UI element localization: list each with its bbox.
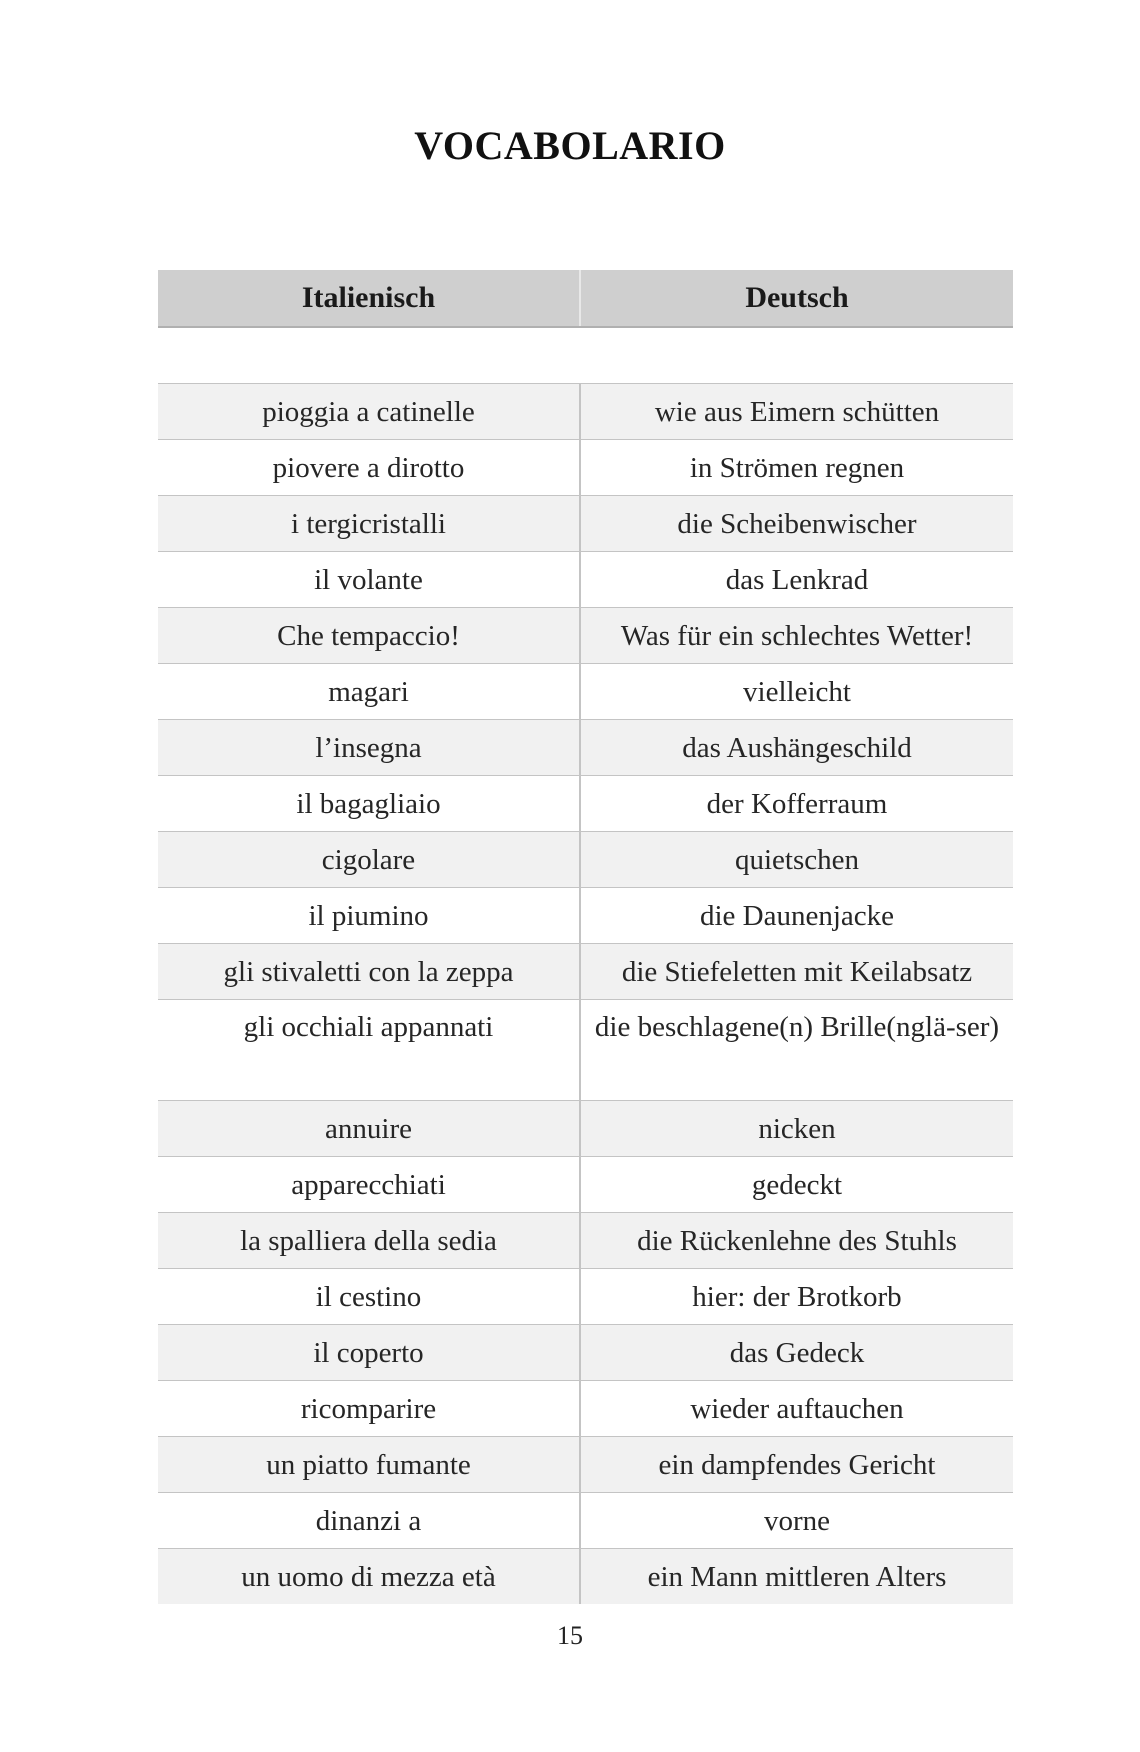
- table-row: [158, 1493, 1013, 1549]
- table-row: [158, 1269, 1013, 1325]
- german-term: gedeckt: [580, 1157, 1013, 1213]
- table-row: [158, 1325, 1013, 1381]
- italian-term: annuire: [158, 1101, 580, 1157]
- table-row: [158, 608, 1013, 664]
- table-spacer-row: [158, 327, 1013, 384]
- table-row: [158, 832, 1013, 888]
- table-row: [158, 1213, 1013, 1269]
- table-row: [158, 1437, 1013, 1493]
- table-row: [158, 1381, 1013, 1437]
- page-title: VOCABOLARIO: [414, 123, 726, 168]
- vocabulary-table: [158, 270, 1013, 1604]
- table-row: [158, 1101, 1013, 1157]
- german-term: nicken: [580, 1101, 1013, 1157]
- table-row: [158, 552, 1013, 608]
- german-term: das Gedeck: [580, 1325, 1013, 1381]
- table-row: [158, 496, 1013, 552]
- italian-term: il cestino: [158, 1269, 580, 1325]
- table-row: [158, 888, 1013, 944]
- table-row: [158, 776, 1013, 832]
- italian-term: pioggia a catinelle: [158, 384, 580, 440]
- italian-term: il volante: [158, 552, 580, 608]
- german-term: die Rückenlehne des Stuhls: [580, 1213, 1013, 1269]
- italian-term: piovere a dirotto: [158, 440, 580, 496]
- table-body: [158, 327, 1013, 1604]
- table-row: [158, 440, 1013, 496]
- table-row: [158, 944, 1013, 1000]
- german-term: der Kofferraum: [580, 776, 1013, 832]
- italian-term: dinanzi a: [158, 1493, 580, 1549]
- header-deutsch: Deutsch: [580, 270, 1013, 327]
- italian-term: ricomparire: [158, 1381, 580, 1437]
- german-term: wie aus Eimern schütten: [580, 384, 1013, 440]
- german-term: in Strömen regnen: [580, 440, 1013, 496]
- german-term: Was für ein schlechtes Wetter!: [580, 608, 1013, 664]
- table-row: [158, 1157, 1013, 1213]
- german-term: vorne: [580, 1493, 1013, 1549]
- german-term: ein dampfendes Gericht: [580, 1437, 1013, 1493]
- german-term: ein Mann mittleren Alters: [580, 1549, 1013, 1605]
- german-term: das Lenkrad: [580, 552, 1013, 608]
- german-term: vielleicht: [580, 664, 1013, 720]
- italian-term: Che tempaccio!: [158, 608, 580, 664]
- german-term: das Aushängeschild: [580, 720, 1013, 776]
- german-term: die Scheibenwischer: [580, 496, 1013, 552]
- german-term: quietschen: [580, 832, 1013, 888]
- table-row: [158, 1000, 1013, 1101]
- table-header-row: [158, 270, 1013, 327]
- page-number: 15: [557, 1621, 583, 1650]
- german-term: hier: der Brotkorb: [580, 1269, 1013, 1325]
- german-term: die Daunenjacke: [580, 888, 1013, 944]
- italian-term: gli stivaletti con la zeppa: [158, 944, 580, 1000]
- italian-term: cigolare: [158, 832, 580, 888]
- italian-term: il coperto: [158, 1325, 580, 1381]
- italian-term: i tergicristalli: [158, 496, 580, 552]
- german-term: die beschlagene(n) Brille(nglä-ser): [580, 1000, 1013, 1101]
- header-italienisch: Italienisch: [158, 270, 580, 327]
- table-row: [158, 720, 1013, 776]
- table-row: [158, 664, 1013, 720]
- italian-term: gli occhiali appannati: [158, 1000, 580, 1101]
- italian-term: magari: [158, 664, 580, 720]
- italian-term: apparecchiati: [158, 1157, 580, 1213]
- italian-term: l’insegna: [158, 720, 580, 776]
- italian-term: il bagagliaio: [158, 776, 580, 832]
- table-row: [158, 384, 1013, 440]
- italian-term: un uomo di mezza età: [158, 1549, 580, 1605]
- italian-term: il piumino: [158, 888, 580, 944]
- italian-term: un piatto fumante: [158, 1437, 580, 1493]
- german-term: wieder auftauchen: [580, 1381, 1013, 1437]
- table-row: [158, 1549, 1013, 1605]
- italian-term: la spalliera della sedia: [158, 1213, 580, 1269]
- german-term: die Stiefeletten mit Keilabsatz: [580, 944, 1013, 1000]
